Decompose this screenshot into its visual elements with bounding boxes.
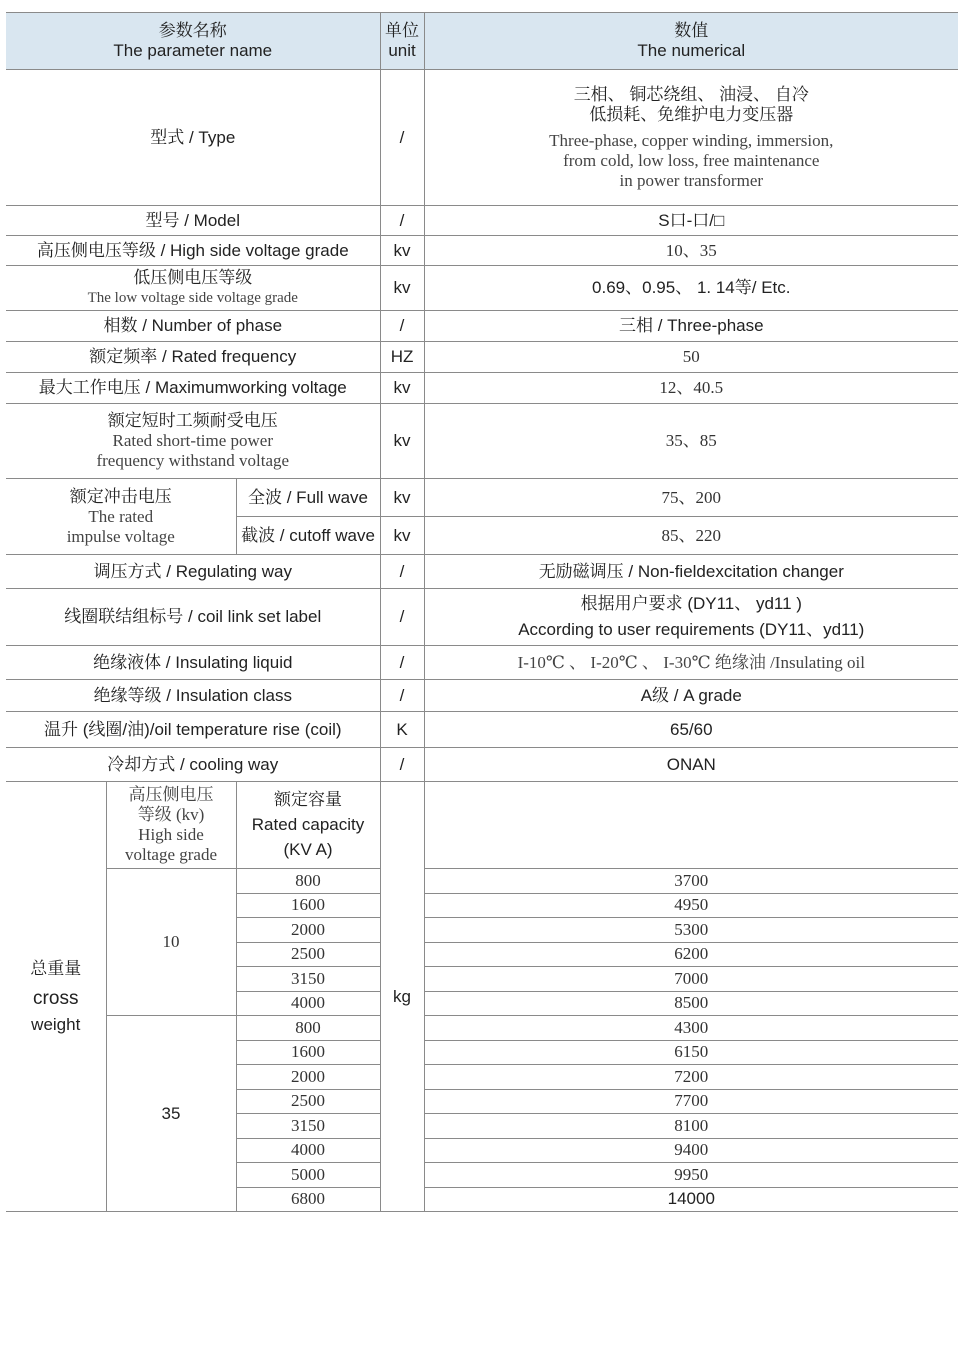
insulation-class-row [6, 680, 958, 712]
value-header: 数值 The numerical [424, 13, 958, 70]
weight-cell: 9400 [424, 1138, 958, 1163]
coil-link-unit: / [380, 589, 424, 646]
max-voltage-value: 12、40.5 [424, 373, 958, 404]
insulating-liquid-label: 绝缘液体 / Insulating liquid [6, 646, 380, 680]
cutoff-wave-label: 截波 / cutoff wave [236, 517, 380, 555]
type-row [6, 70, 958, 206]
capacity-cell: 3150 [236, 967, 380, 992]
frequency-unit: HZ [380, 342, 424, 373]
low-voltage-row [6, 266, 958, 311]
low-voltage-label: 低压侧电压等级 The low voltage side voltage grade [6, 266, 380, 311]
impulse-label: 额定冲击电压 The rated impulse voltage [6, 479, 236, 555]
weight-cell: 7700 [424, 1089, 958, 1114]
model-value: S口-口/□ [424, 206, 958, 236]
frequency-row [6, 342, 958, 373]
capacity-header: 额定容量 Rated capacity (KV A) [236, 782, 380, 869]
insulation-class-value: A级 / A grade [424, 680, 958, 712]
regulating-value: 无励磁调压 / Non-fieldexcitation changer [424, 555, 958, 589]
short-time-value: 35、85 [424, 404, 958, 479]
weight-row [6, 1016, 958, 1041]
weight-cell: 9950 [424, 1163, 958, 1188]
capacity-cell: 5000 [236, 1163, 380, 1188]
max-voltage-label: 最大工作电压 / Maximumworking voltage [6, 373, 380, 404]
high-voltage-value: 10、35 [424, 236, 958, 266]
transformer-spec-table [6, 12, 958, 1212]
regulating-row [6, 555, 958, 589]
hv-grade-35: 35 [106, 1016, 236, 1212]
capacity-cell: 3150 [236, 1114, 380, 1139]
capacity-cell: 800 [236, 1016, 380, 1041]
unit-header: 单位 unit [380, 13, 424, 70]
high-voltage-label: 高压侧电压等级 / High side voltage grade [6, 236, 380, 266]
weight-cell: 7200 [424, 1065, 958, 1090]
regulating-label: 调压方式 / Regulating way [6, 555, 380, 589]
frequency-value: 50 [424, 342, 958, 373]
high-voltage-unit: kv [380, 236, 424, 266]
phase-unit: / [380, 311, 424, 342]
max-voltage-row [6, 373, 958, 404]
header-row [6, 13, 958, 70]
weight-cell: 6200 [424, 942, 958, 967]
capacity-cell: 2000 [236, 1065, 380, 1090]
temp-rise-unit: K [380, 712, 424, 748]
cooling-label: 冷却方式 / cooling way [6, 748, 380, 782]
capacity-cell: 2500 [236, 942, 380, 967]
weight-cell: 8100 [424, 1114, 958, 1139]
cutoff-wave-value: 85、220 [424, 517, 958, 555]
cutoff-wave-unit: kv [380, 517, 424, 555]
weight-cell: 4950 [424, 893, 958, 918]
insulation-class-unit: / [380, 680, 424, 712]
cooling-value: ONAN [424, 748, 958, 782]
model-row [6, 206, 958, 236]
capacity-cell: 2500 [236, 1089, 380, 1114]
weight-unit: kg [380, 782, 424, 1212]
cooling-row [6, 748, 958, 782]
capacity-cell: 1600 [236, 1040, 380, 1065]
hv-grade-10: 10 [106, 869, 236, 1016]
weight-header-blank [424, 782, 958, 869]
capacity-cell: 4000 [236, 1138, 380, 1163]
weight-row [6, 869, 958, 894]
impulse-full-row [6, 479, 958, 517]
short-time-label: 额定短时工频耐受电压 Rated short-time power frequency withstand voltage [6, 404, 380, 479]
weight-cell: 6150 [424, 1040, 958, 1065]
capacity-cell: 6800 [236, 1187, 380, 1212]
short-time-row [6, 404, 958, 479]
weight-header-row [6, 782, 958, 869]
insulating-liquid-value: I-10℃ 、 I-20℃ 、 I-30℃ 绝缘油 /Insulating oil [424, 646, 958, 680]
weight-cell: 4300 [424, 1016, 958, 1041]
capacity-cell: 1600 [236, 893, 380, 918]
weight-cell: 8500 [424, 991, 958, 1016]
cooling-unit: / [380, 748, 424, 782]
high-voltage-row [6, 236, 958, 266]
full-wave-unit: kv [380, 479, 424, 517]
coil-link-label: 线圈联结组标号 / coil link set label [6, 589, 380, 646]
insulating-liquid-row [6, 646, 958, 680]
full-wave-label: 全波 / Full wave [236, 479, 380, 517]
model-unit: / [380, 206, 424, 236]
low-voltage-unit: kv [380, 266, 424, 311]
phase-value: 三相 / Three-phase [424, 311, 958, 342]
temp-rise-label: 温升 (线圈/油)/oil temperature rise (coil) [6, 712, 380, 748]
max-voltage-unit: kv [380, 373, 424, 404]
temp-rise-row [6, 712, 958, 748]
weight-cell: 7000 [424, 967, 958, 992]
capacity-cell: 800 [236, 869, 380, 894]
capacity-cell: 2000 [236, 918, 380, 943]
capacity-cell: 4000 [236, 991, 380, 1016]
type-label: 型式 / Type [6, 70, 380, 206]
phase-label: 相数 / Number of phase [6, 311, 380, 342]
model-label: 型号 / Model [6, 206, 380, 236]
type-unit: / [380, 70, 424, 206]
regulating-unit: / [380, 555, 424, 589]
type-value: 三相、 铜芯绕组、 油浸、 自冷 低损耗、免维护电力变压器 Three-phase, copper winding, immersion, from cold, low loss, free maintenance in power transformer [424, 70, 958, 206]
full-wave-value: 75、200 [424, 479, 958, 517]
coil-link-row [6, 589, 958, 646]
frequency-label: 额定频率 / Rated frequency [6, 342, 380, 373]
param-name-header: 参数名称 The parameter name [6, 13, 380, 70]
temp-rise-value: 65/60 [424, 712, 958, 748]
weight-label: 总重量 cross weight [6, 782, 106, 1212]
short-time-unit: kv [380, 404, 424, 479]
weight-cell: 3700 [424, 869, 958, 894]
phase-row [6, 311, 958, 342]
low-voltage-value: 0.69、0.95、 1. 14等/ Etc. [424, 266, 958, 311]
weight-cell: 14000 [424, 1187, 958, 1212]
hv-grade-header: 高压侧电压 等级 (kv) High side voltage grade [106, 782, 236, 869]
insulating-liquid-unit: / [380, 646, 424, 680]
coil-link-value: 根据用户要求 (DY11、 yd11 ) According to user requirements (DY11、yd11) [424, 589, 958, 646]
weight-cell: 5300 [424, 918, 958, 943]
insulation-class-label: 绝缘等级 / Insulation class [6, 680, 380, 712]
